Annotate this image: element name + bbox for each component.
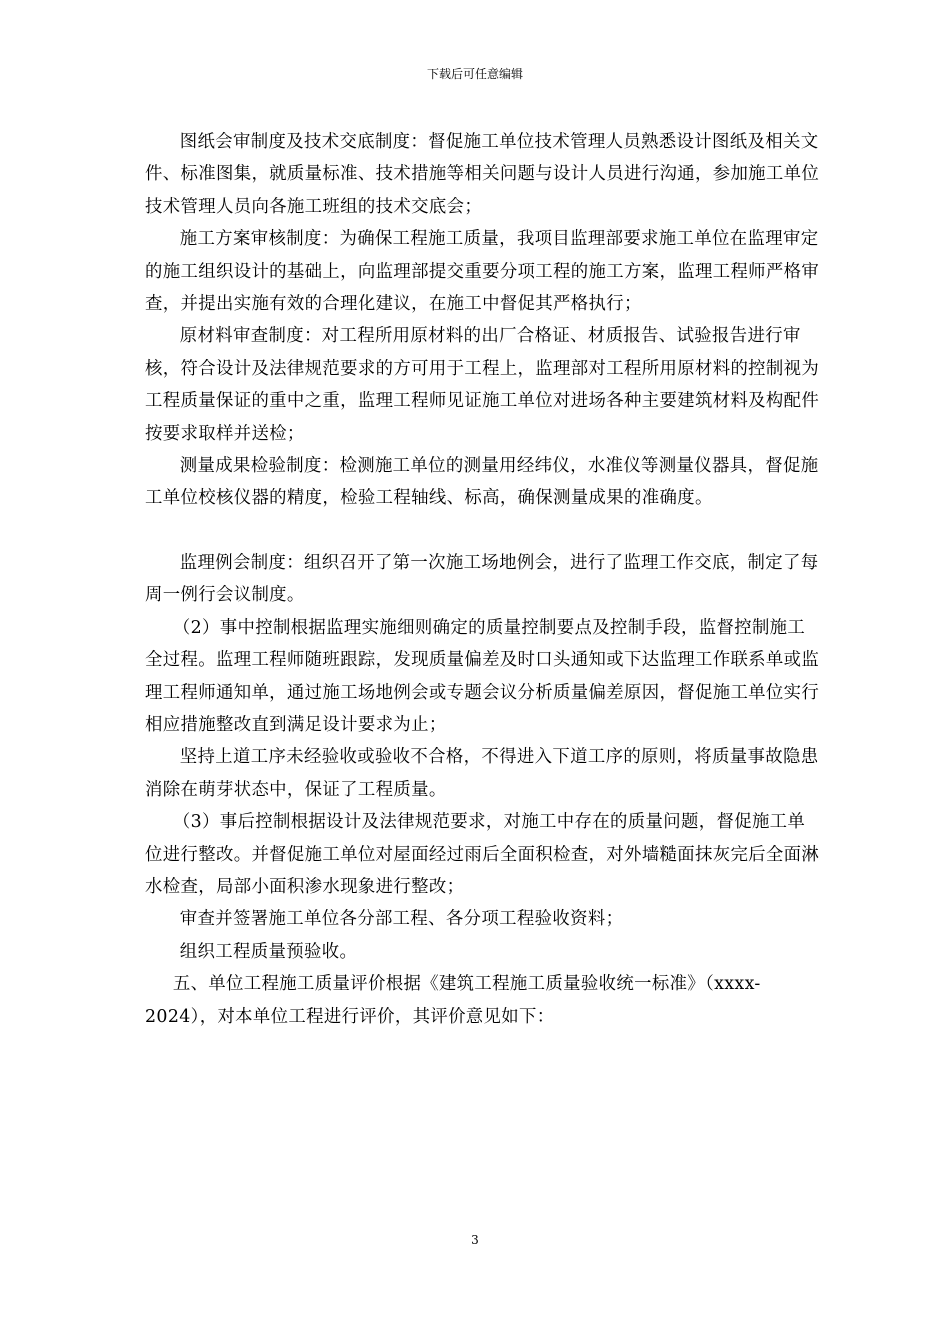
document-body bbox=[145, 126, 821, 1033]
paragraph-acceptance-documents: 审查并签署施工单位各分部工程、各分项工程验收资料； bbox=[179, 909, 624, 930]
paragraph-process-acceptance: 坚持上道工序未经验收或验收不合格，不得进入下道工序的原则，将质量事故隐患消除在萌芽状态中，保证了工程质量。 bbox=[145, 747, 819, 800]
paragraph-quality-evaluation: 五、单位工程施工质量评价根据《建筑工程施工质量验收统一标准》（xxxx-2024），对本单位工程进行评价，其评价意见如下： bbox=[145, 974, 761, 1027]
paragraph-raw-material-review: 原材料审查制度：对工程所用原材料的出厂合格证、材质报告、试验报告进行审核，符合设计及法律规范要求的方可用于工程上，监理部对工程所用原材料的控制视为工程质量保证的重中之重，监理工程师见证施工单位对进场各种主要建筑材料及构配件按要求取样并送检； bbox=[145, 326, 820, 444]
paragraph-post-control: （3）事后控制根据设计及法律规范要求，对施工中存在的质量问题，督促施工单位进行整改。并督促施工单位对屋面经过雨后全面积检查，对外墙糙面抹灰完后全面淋水检查，局部小面积渗水现象进行整改； bbox=[145, 812, 820, 897]
paragraph-construction-plan-review: 施工方案审核制度：为确保工程施工质量，我项目监理部要求施工单位在监理审定的施工组织设计的基础上，向监理部提交重要分项工程的施工方案，监理工程师严格审查，并提出实施有效的合理化建议，在施工中督促其严格执行； bbox=[145, 229, 820, 315]
paragraph-supervision-meeting: 监理例会制度：组织召开了第一次施工场地例会，进行了监理工作交底，制定了每周一例行会议制度。 bbox=[145, 552, 819, 606]
page-number: 3 bbox=[471, 1233, 479, 1247]
page-header: 下载后可任意编辑 bbox=[426, 67, 523, 81]
paragraph-in-process-control: （2）事中控制根据监理实施细则确定的质量控制要点及控制手段，监督控制施工全过程。监理工程师随班跟踪，发现质量偏差及时口头通知或下达监理工作联系单或监理工程师通知单，通过施工场地例会或专题会议分析质量偏差原因，督促施工单位实行相应措施整改直到满足设计要求为止； bbox=[145, 617, 820, 735]
paragraph-survey-inspection: 测量成果检验制度：检测施工单位的测量用经纬仪，水准仪等测量仪器具，督促施工单位校核仪器的精度，检验工程轴线、标高，确保测量成果的准确度。 bbox=[145, 456, 819, 509]
paragraph-pre-acceptance: 组织工程质量预验收。 bbox=[179, 941, 358, 962]
paragraph-drawing-review: 图纸会审制度及技术交底制度：督促施工单位技术管理人员熟悉设计图纸及相关文件、标准图集，就质量标准、技术措施等相关问题与设计人员进行沟通，参加施工单位技术管理人员向各施工班组的技术交底会； bbox=[145, 132, 820, 217]
